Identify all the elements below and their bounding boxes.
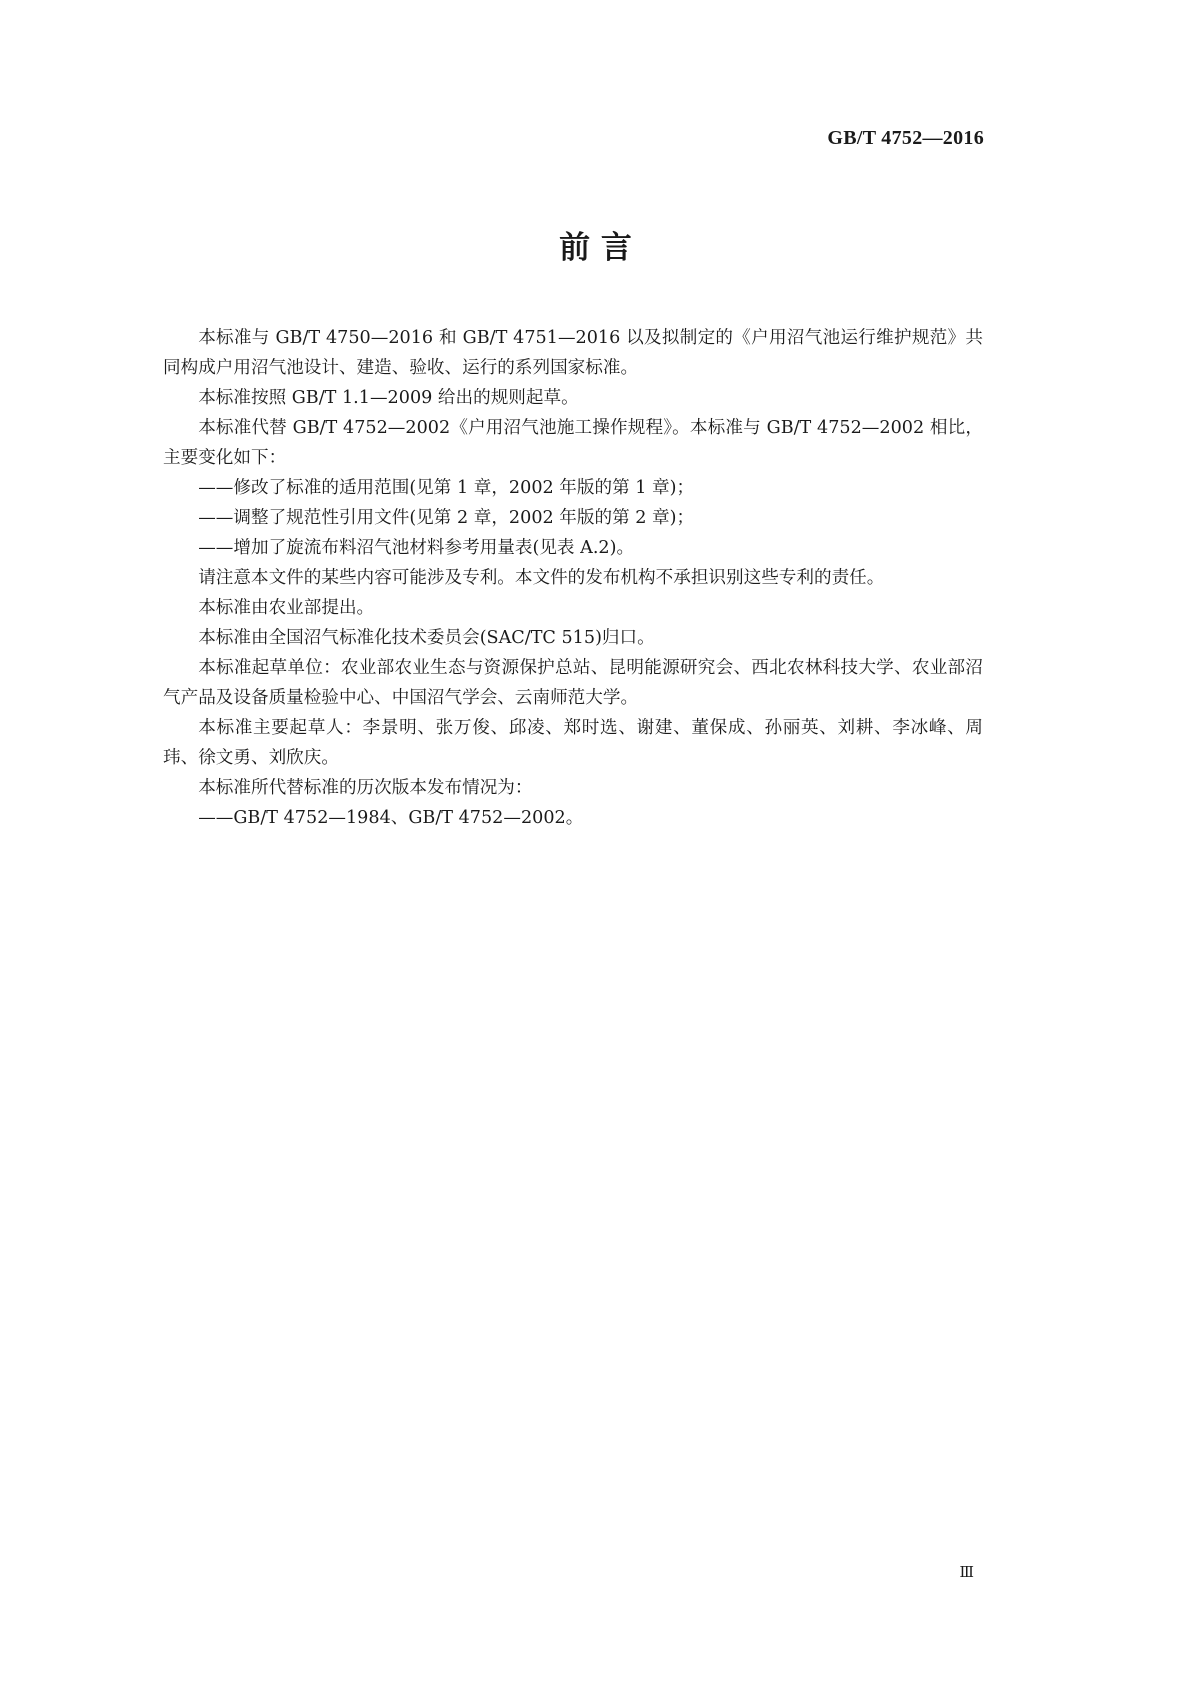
change-item-references: ——调整了规范性引用文件(见第 2 章，2002 年版的第 2 章)；: [198, 508, 695, 528]
paragraph-history-intro: 本标准所代替标准的历次版本发布情况为：: [198, 778, 533, 798]
page-number: Ⅲ: [959, 1565, 974, 1581]
paragraph-replacement: 本标准代替 GB/T 4752—2002《户用沼气池施工操作规程》。本标准与 GB/T 4752—2002 相比，主要变化如下：: [163, 418, 983, 468]
paragraph-drafters: 本标准主要起草人：李景明、张万俊、邱凌、郑时选、谢建、董保成、孙丽英、刘耕、李冰峰、周玮、徐文勇、刘欣庆。: [163, 718, 983, 768]
paragraph-drafting-units: 本标准起草单位：农业部农业生态与资源保护总站、昆明能源研究会、西北农林科技大学、农业部沼气产品及设备质量检验中心、中国沼气学会、云南师范大学。: [163, 658, 983, 708]
change-item-scope: ——修改了标准的适用范围(见第 1 章，2002 年版的第 1 章)；: [198, 478, 695, 498]
history-item: ——GB/T 4752—1984、GB/T 4752—2002。: [198, 808, 584, 828]
paragraph-series-relation: 本标准与 GB/T 4750—2016 和 GB/T 4751—2016 以及拟制定的《户用沼气池运行维护规范》共同构成户用沼气池设计、建造、验收、运行的系列国家标准。: [163, 328, 983, 378]
page-title: 前 言: [559, 230, 632, 266]
paragraph-proposed-by: 本标准由农业部提出。: [198, 598, 375, 618]
paragraph-patent-notice: 请注意本文件的某些内容可能涉及专利。本文件的发布机构不承担识别这些专利的责任。: [198, 568, 885, 588]
foreword-body: [163, 323, 983, 833]
paragraph-drafting-rules: 本标准按照 GB/T 1.1—2009 给出的规则起草。: [198, 388, 579, 408]
change-item-material-table: ——增加了旋流布料沼气池材料参考用量表(见表 A.2)。: [198, 538, 635, 558]
paragraph-centralized-by: 本标准由全国沼气标准化技术委员会(SAC/TC 515)归口。: [198, 628, 655, 648]
standard-code: GB/T 4752—2016: [827, 127, 984, 149]
